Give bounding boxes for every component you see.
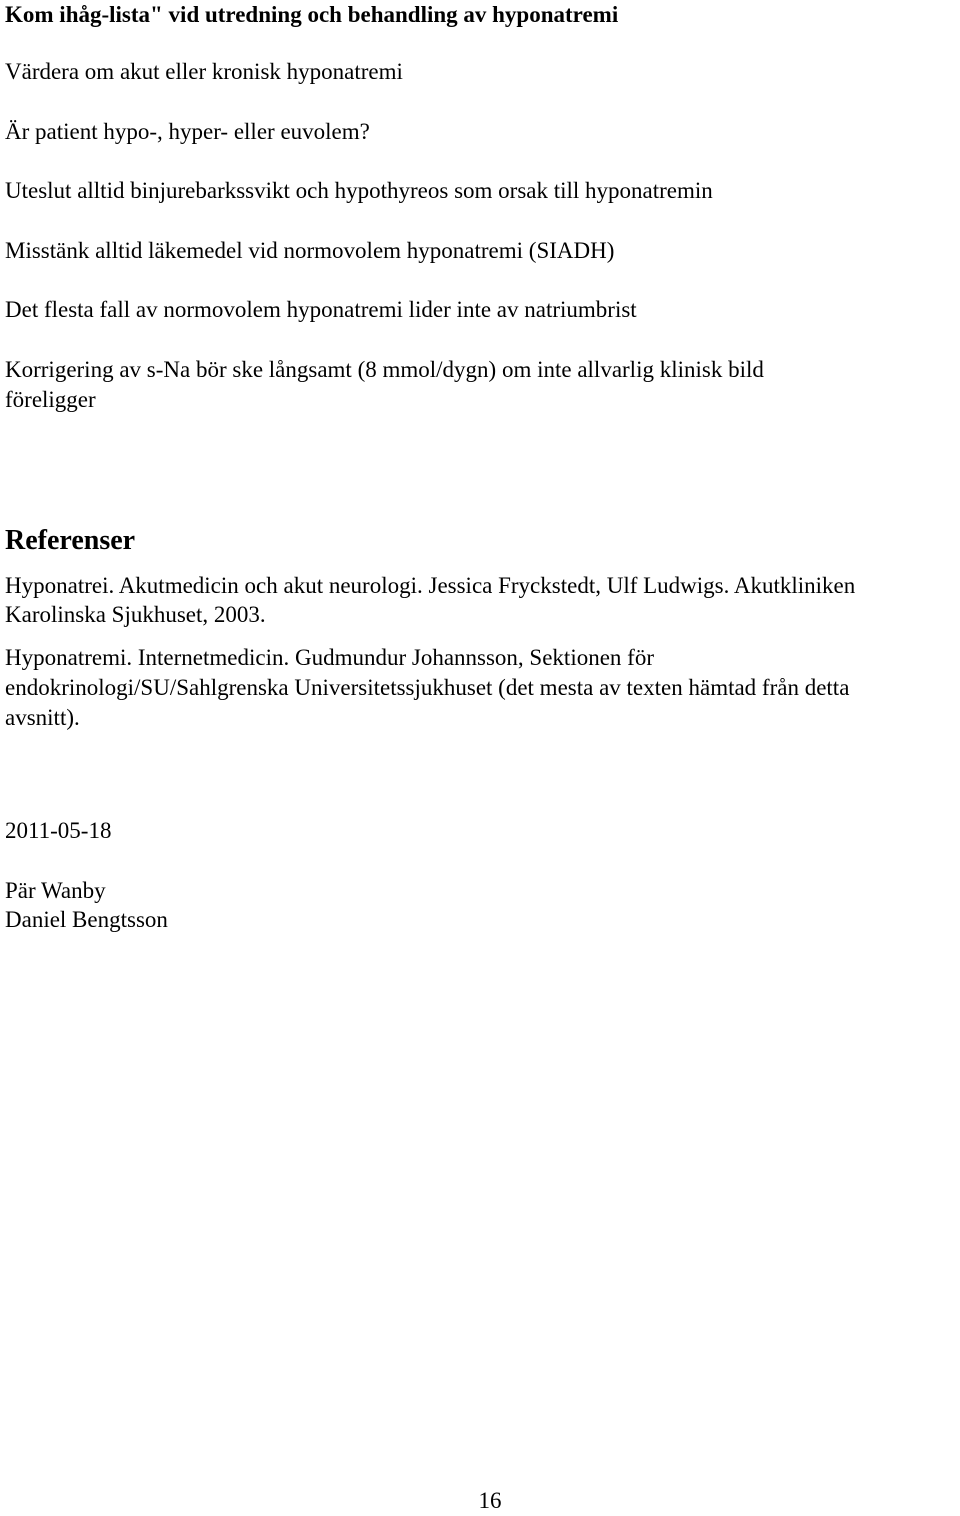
author-name: Pär Wanby — [5, 878, 106, 903]
checklist-item: Är patient hypo-, hyper- eller euvolem? — [5, 119, 370, 144]
author-name: Daniel Bengtsson — [5, 907, 168, 932]
page-number: 16 — [478, 1488, 502, 1513]
checklist-item: Uteslut alltid binjurebarkssvikt och hypothyreos som orsak till hyponatremin — [5, 178, 713, 203]
reference-1-line-1: Hyponatrei. Akutmedicin och akut neurologi. Jessica Fryckstedt, Ulf Ludwigs. Akutkliniken — [5, 573, 856, 598]
reference-2-line-1: Hyponatremi. Internetmedicin. Gudmundur Johannsson, Sektionen för — [5, 645, 654, 670]
reference-2-line-3: avsnitt). — [5, 705, 80, 730]
checklist-item: Korrigering av s-Na bör ske långsamt (8 mmol/dygn) om inte allvarlig klinisk bild föreligger — [5, 357, 764, 412]
reference-1-line-2: Karolinska Sjukhuset, 2003. — [5, 602, 266, 627]
checklist-item: Värdera om akut eller kronisk hyponatremi — [5, 59, 403, 84]
references-heading: Referenser — [5, 525, 136, 556]
checklist-item: Det flesta fall av normovolem hyponatremi lider inte av natriumbrist — [5, 297, 637, 322]
reference-2-line-2: endokrinologi/SU/Sahlgrenska Universitetssjukhuset (det mesta av texten hämtad från detta — [5, 675, 850, 700]
checklist-item: Misstänk alltid läkemedel vid normovolem hyponatremi (SIADH) — [5, 238, 615, 263]
document-date: 2011-05-18 — [5, 818, 112, 843]
document-title: Kom ihåg-lista" vid utredning och behandling av hyponatremi — [5, 2, 619, 27]
